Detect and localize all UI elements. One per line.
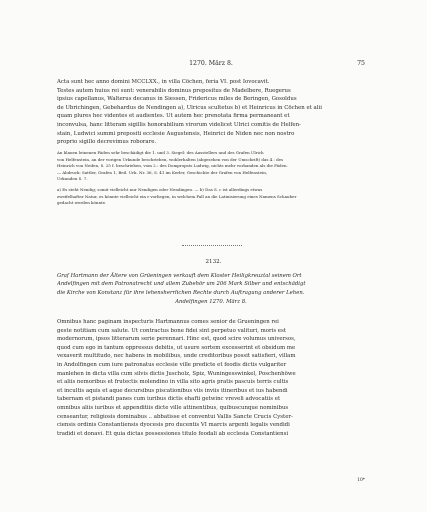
document-number: 2132.	[205, 259, 222, 265]
note-line: gedacht werden könnte.	[57, 200, 107, 206]
note-line: von Helfenstein, an der vorigen Urkunde beschrieben, wohlerhalten (abgesehen von der Umschrift) das 4.: des	[57, 156, 284, 162]
editorial-notes	[57, 150, 365, 207]
page-number: 75	[357, 60, 365, 67]
regest-summary	[57, 272, 365, 297]
note-line: Heinrich von Neifen, S. 25 f. beschrieben, vom 2.: des Dompropsts Ludwig, nichts mehr vorhanden als die Fäden.	[57, 163, 288, 169]
note-line: An blauen leinenen Fäden sehr beschädigt die 1. und 3. Siegel: des Ausstellers und des Grafen Ulrich	[57, 150, 264, 155]
text-line: censeantur, religiosis dominabus .. abbatisse et conventui Vallis Sancte Crucis Cyster-	[57, 413, 293, 420]
text-line: quod cum ego in tantum oppressus debitis, ut usure sortem excesserint et obsidum me	[57, 344, 296, 351]
text-line: tabernam et pistandi panes cum iuribus dictis ehafti getwinc vreveli advocatiis et	[57, 396, 281, 403]
text-line: ipsius capellanus, Walterus decanus in Siessen, Fridericus miles de Beringen, Gosoldus	[57, 96, 297, 103]
regest-block	[57, 272, 365, 305]
text-line: et aliis nemoribus et frutectis molendino in villa sito agris pratis pascuis terris cultis	[57, 379, 289, 386]
text-line: Acta sunt hec anno domini MCCLXX., in villa Cöchen, feria VI. post Iovocavit.	[57, 79, 270, 85]
text-line: Testes autem huius rei sunt: venerabilis dominus prepositus de Madelbere, Ruegerus	[57, 87, 291, 94]
text-line: in Andolfingen cum iure patronatus ecclesie ville predicte et feodis dictis vulgariter	[57, 361, 287, 368]
text-line: et incultis aquis et aque decursibus piscationibus viis inviis itineribus et ius habendi	[57, 387, 288, 394]
text-line: tradidi et donavi. Et quia dictas possessiones titulo feodali ab ecclesia Constantiensi	[57, 430, 289, 437]
note-line: a) Es steht Nendig; somit vielleicht nur Nendigen oder Nendingen. — b) Das S. c ist allerdings etwas	[57, 186, 263, 192]
header-date: 1270. März 8.	[189, 60, 233, 67]
printer-signature: 10*	[357, 478, 365, 483]
text-line: ciensis ordinis Constantiensis dyocesis pro ducentis VI marcis argenti legalis vendidi	[57, 422, 290, 429]
section-divider	[182, 245, 242, 246]
charter-text-2132	[57, 318, 365, 438]
footnotes	[57, 187, 365, 207]
text-line: Andelfingen mit dem Patronatrecht und allem Zubehör um 206 Mark Silber und entschädigt	[57, 281, 306, 288]
text-line: manlehen in dicta villa cum silvis dictis Juscholz, Spiz, Wuningesswinkel, Poschenhöwe	[57, 370, 296, 377]
text-line: modernorum, ipsos litterarum serie perennari. Hinc est, quod scire volumus universos,	[57, 336, 296, 343]
text-line: vexaverit multitudo, nec habens in mobilibus, unde creditoribus possit satisfieri, villam	[57, 353, 296, 360]
text-line: omnibus aliis iuribus et appenditiis dicte ville attinentibus, quibuscunque nominibus	[57, 404, 289, 411]
text-line: de Ubrichingen, Gebehardus de Nendingen a), Ulricus scultetus b) et Heinricus in Cöchen et alii	[57, 104, 322, 111]
text-line: die Kirche von Konstanz für ihre lehensherrlichen Rechte durch Auftragung anderer Lehen.	[57, 289, 305, 296]
seal-description	[57, 150, 365, 183]
note-line: Urkunden S. 7.	[57, 176, 88, 182]
text-line: Omnibus hanc paginam inspecturis Hartmannus comes senior de Grueningen rei	[57, 319, 279, 325]
text-line: Graf Hartmann der Ältere von Grüeningen verkauft dem Kloster Heiligkreuztal seinem Ort	[57, 273, 302, 279]
text-line: quam plures hec videntes et audientes. Ut autem hec prenotata firma permaneant et	[57, 113, 290, 120]
note-line: zweifelhafter Natur, es könnte vielleicht ein r vorliegen, in welchem Fall an die Latinisierung eines Namens Schauber	[57, 193, 297, 199]
place-date-line: Andelfingen 1270. März 8.	[175, 299, 247, 306]
text-line: inconvulsa, hanc litteram sigillis honorabilium virorum videlicet Ulrici comitis de Helfen-	[57, 121, 301, 128]
running-header	[57, 60, 365, 70]
note-line: — Abdruck: Sattler, Grafen 1, Beil. Urk. Nr. 36, S. 41 im Kerler, Geschichte der Grafen von Helfenstein,	[57, 169, 268, 175]
text-line: proprio sigillo decrevimus roborare.	[57, 139, 157, 146]
charter-paragraph	[57, 78, 365, 147]
charter-text-1270	[57, 78, 365, 147]
text-line: stain, Ludwici summi prepositi ecclesie Augustensis, Heinrici de Niden nec non nostro	[57, 130, 295, 137]
text-line: geste notitiam cum salute. Ut contractus bone fidei sint perpetuo valituri, moris est	[57, 327, 286, 334]
charter-paragraph	[57, 318, 365, 438]
